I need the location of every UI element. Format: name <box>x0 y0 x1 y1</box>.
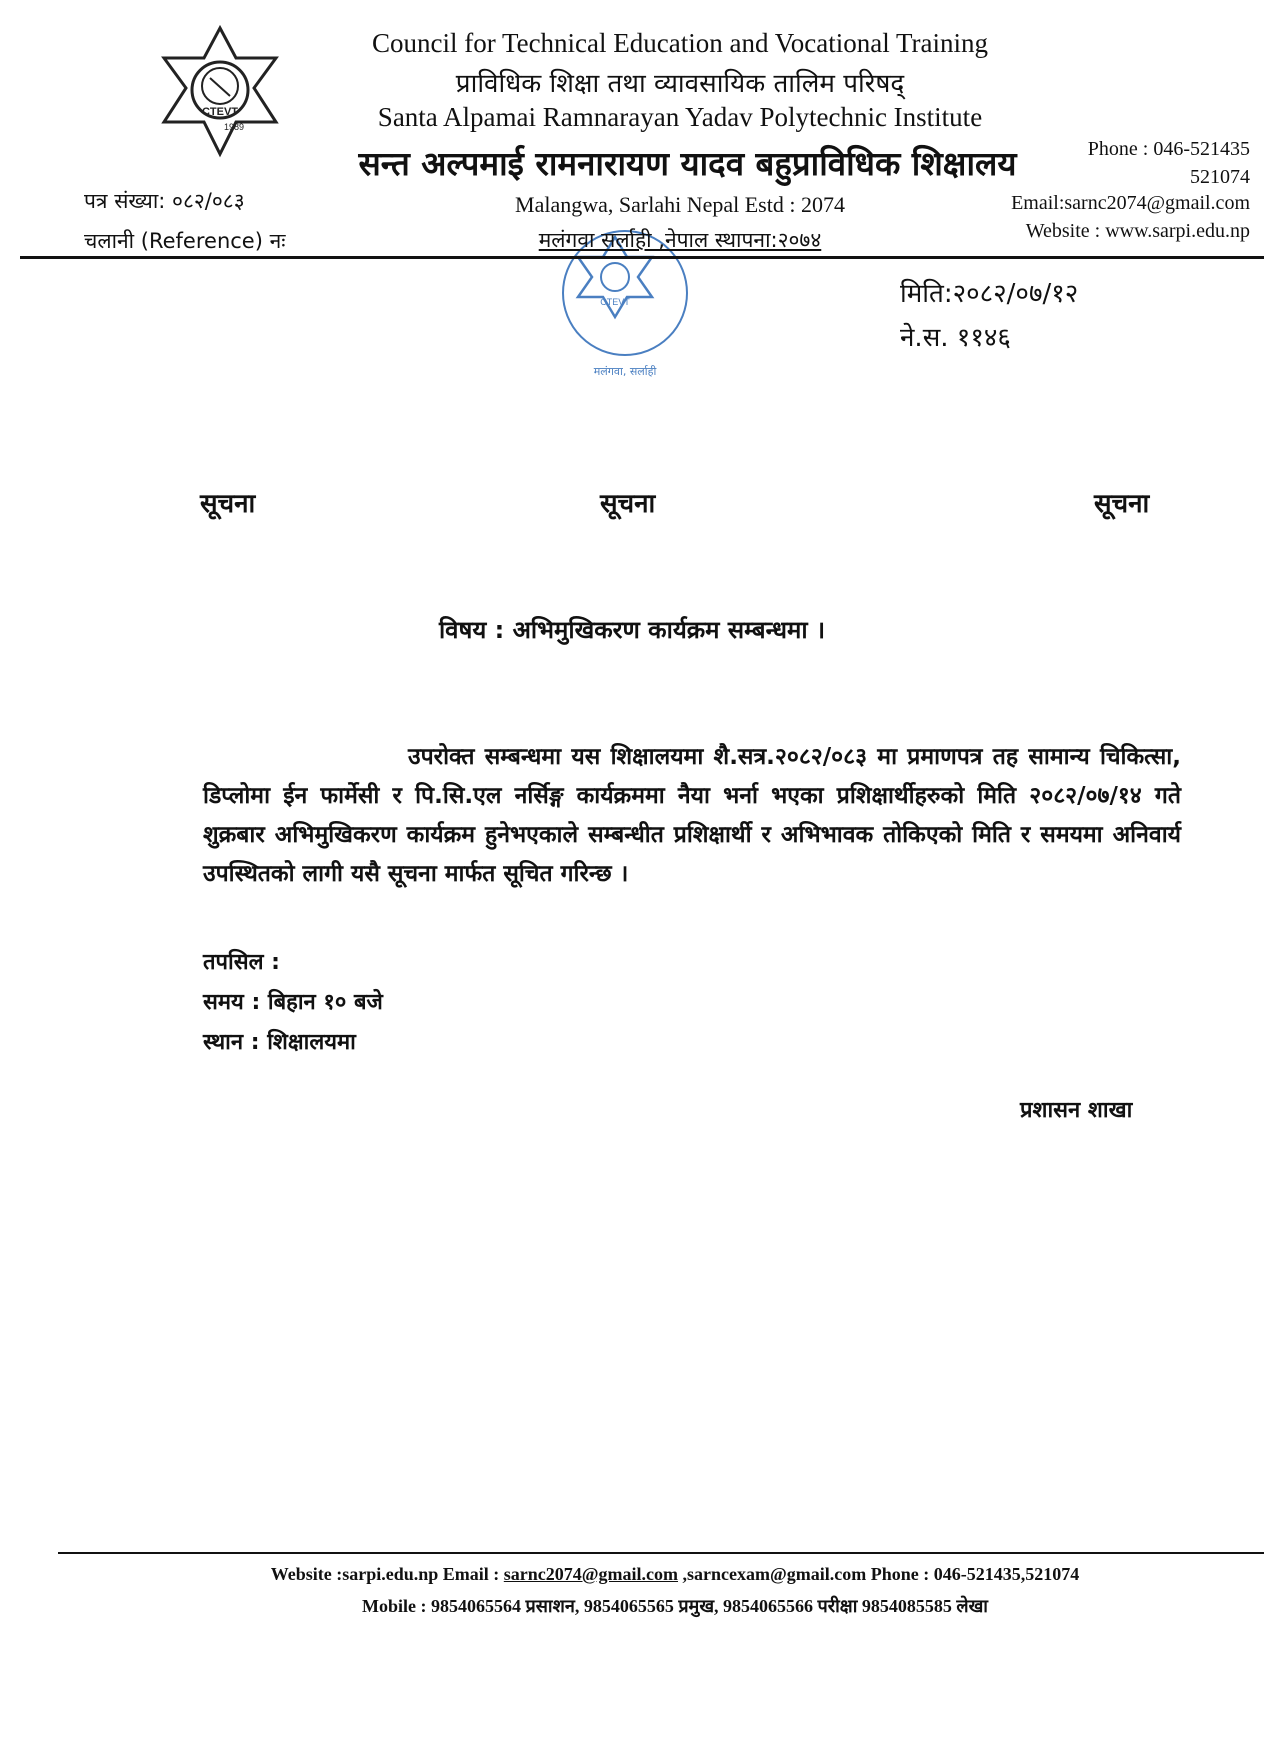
notice-body <box>203 738 1181 894</box>
details-heading: तपसिल : <box>203 950 280 975</box>
notice-label-left: सूचना <box>200 489 256 519</box>
reference-number: चलानी (Reference) नः <box>84 229 286 253</box>
institute-name-en: Santa Alpamai Ramnarayan Yadav Polytechnic Institute <box>377 102 983 132</box>
stamp-place: मलंगवा, सर्लाही <box>593 365 657 378</box>
notice-label-center: सूचना <box>600 489 656 519</box>
header-divider <box>20 256 1264 259</box>
date-miti: मिति:२०८२/०७/१२ <box>900 279 1079 309</box>
details-place: स्थान : शिक्षालयमा <box>203 1030 356 1055</box>
logo-text: CTEVT <box>201 106 239 118</box>
address-en: Malangwa, Sarlahi Nepal Estd : 2074 <box>515 192 845 217</box>
details-block <box>203 943 383 1063</box>
website-text: Website : www.sarpi.edu.np <box>1025 220 1250 242</box>
email-text: Email:sarnc2074@gmail.com <box>1011 192 1250 214</box>
notice-label-right: सूचना <box>1094 489 1150 519</box>
footer-contact <box>100 1564 1250 1585</box>
institute-name-np: सन्त अल्पमाई रामनारायण यादव बहुप्राविधिक शिक्षालय <box>358 144 1017 183</box>
phone-block <box>1040 135 1250 191</box>
date-nepal-sambat: ने.स. ११४६ <box>900 323 1011 353</box>
details-time: समय : बिहान १० बजे <box>203 990 383 1015</box>
phone-2: 521074 <box>1190 166 1250 188</box>
footer-email-link[interactable]: sarnc2074@gmail.com <box>503 1564 679 1584</box>
stamp-text: CTEVT <box>600 297 630 307</box>
footer-rest: ,sarncexam@gmail.com Phone : 046-521435,521074 <box>678 1564 1080 1584</box>
contact-block <box>940 189 1250 245</box>
signature-admin: प्रशासन शाखा <box>1020 1098 1133 1123</box>
date-block <box>900 272 1078 360</box>
footer-divider <box>58 1552 1264 1554</box>
footer-mobile: Mobile : 9854065564 प्रसाशन, 9854065565 प्रमुख, 9854065566 परीक्षा 9854085585 लेखा <box>362 1596 988 1616</box>
letter-number: पत्र संख्या: ०८२/०८३ <box>84 189 245 213</box>
footer-website-label: Website :sarpi.edu.np Email : <box>270 1564 504 1584</box>
logo-year: 1989 <box>223 122 245 132</box>
phone-1: Phone : 046-521435 <box>1087 138 1250 160</box>
address-np: मलंगवा सर्लाही ,नेपाल स्थापना:२०७४ <box>538 228 822 252</box>
ctevt-logo <box>150 22 290 162</box>
council-name-en: Council for Technical Education and Vocational Training <box>371 28 988 58</box>
letter-ref-block <box>84 181 286 261</box>
council-name-np: प्राविधिक शिक्षा तथा व्यावसायिक तालिम परिषद् <box>455 69 905 99</box>
notice-body-text: उपरोक्त सम्बन्धमा यस शिक्षालयमा शै.सत्र.२०८२/०८३ मा प्रमाणपत्र तह सामान्य चिकित्सा, डिप्लोमा ईन फार्मेसी र पि.सि.एल नर्सिङ्ग कार्यक्रममा नैया भर्ना भएका प्रशिक्षार्थीहरुको मिति २०८२/०७/१४ गते शुक्रबार अभिमुखिकरण कार्यक्रम हुनेभएकाले सम्बन्धीत प्रशिक्षार्थी र अभिभावक तोकिएको मिति र समयमा अनिवार्य उपस्थितको लागी यसै सूचना मार्फत सूचित गरिन्छ । <box>203 744 1181 887</box>
notice-subject: विषय : अभिमुखिकरण कार्यक्रम सम्बन्धमा । <box>438 616 826 644</box>
